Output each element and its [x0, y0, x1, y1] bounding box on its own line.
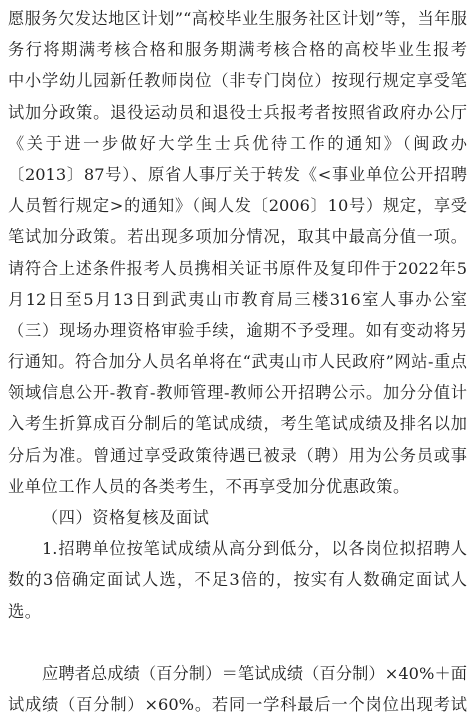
blank-line [8, 627, 467, 658]
text-line: 领域信息公开-教育-教师管理-教师公开招聘公示。加分分值计 [8, 383, 467, 403]
text-line: 〔2013〕87号）、原省人事厅关于转发《<事业单位公开招聘 [8, 164, 467, 184]
text-line: 试加分政策。退役运动员和退役士兵报考者按照省政府办公厅 [8, 102, 467, 122]
text-line: 愿服务欠发达地区计划”“高校毕业生服务社区计划”等，当年服 [8, 9, 467, 28]
text-line: 人员暂行规定>的通知》（闽人发〔2006〕10号）规定，享受 [8, 196, 467, 216]
text-line: 请符合上述条件报考人员携相关证书原件及复印件于2022年5 [8, 258, 467, 278]
text-line: 笔试加分政策。若出现多项加分情况，取其中最高分值一项。 [8, 227, 467, 247]
text-line: 试成绩（百分制）×60%。若同一学科最后一个岗位出现考试 [8, 695, 467, 715]
text-line: 入考生折算成百分制后的笔试成绩，考生笔试成绩及排名以加 [8, 414, 467, 434]
text-line: 分后为准。曾通过享受政策待遇已被录（聘）用为公务员或事 [8, 445, 467, 465]
text-line: 行通知。符合加分人员名单将在“武夷山市人民政府”网站-重点 [8, 352, 467, 372]
text-line: 月12日至5月13日到武夷山市教育局三楼316室人事办公室 [8, 289, 467, 309]
text-line: 应聘者总成绩（百分制）＝笔试成绩（百分制）×40%＋面 [42, 663, 467, 683]
text-line: 数的3倍确定面试人选，不足3倍的，按实有人数确定面试人 [8, 570, 467, 590]
text-line: 中小学幼儿园新任教师岗位（非专门岗位）按现行规定享受笔 [8, 71, 467, 91]
text-line: 务行将期满考核合格和服务期满考核合格的高校毕业生报考 [8, 40, 467, 60]
text-line: 选。 [8, 601, 42, 621]
text-line: 《关于进一步做好大学生士兵优待工作的通知》（闽政办 [8, 133, 467, 153]
text-line: 1.招聘单位按笔试成绩从高分到低分，以各岗位拟招聘人 [42, 539, 467, 559]
text-line: 业单位工作人员的各类考生，不再享受加分优惠政策。 [8, 476, 410, 496]
section-heading: （四）资格复核及面试 [42, 508, 210, 527]
text-line: （三）现场办理资格审验手续，逾期不予受理。如有变动将另 [8, 320, 467, 340]
